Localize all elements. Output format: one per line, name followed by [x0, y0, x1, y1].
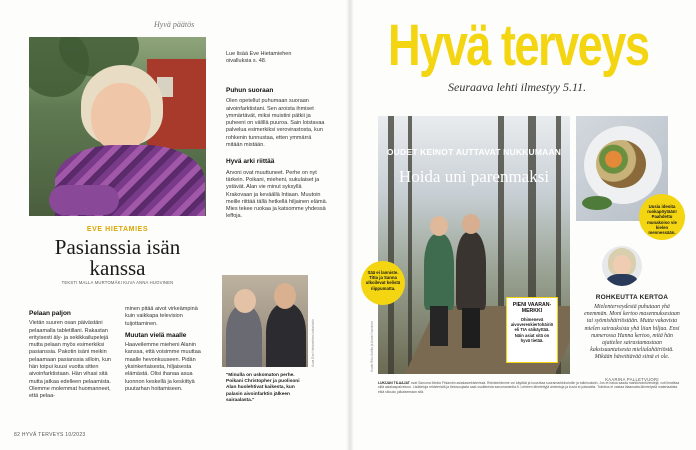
portrait-photo-eve [29, 37, 206, 216]
bubble-outdoor: Sää ei lanniste. Titta ja Sanna ulkoilevat kelistä riippumatta. [361, 261, 405, 305]
subheading-puhun-suoraan: Puhun suoraan [226, 87, 274, 94]
tia-teaser-box [506, 297, 558, 363]
tia-box-title: PIENI VAARAN-MERKKI [512, 302, 552, 314]
page-folio: 82 HYVÄ TERVEYS 10/2023 [14, 432, 86, 438]
text-column-a [29, 310, 113, 401]
family-photo [222, 275, 308, 367]
bubble-food: Uusia ideoita ruokapöytään! Paahdettu munakoiso vie kielen mennessään. [639, 194, 685, 240]
magazine-title: Hyvä terveys [388, 13, 649, 78]
paragraph-pelaan-paljon: Vietän suuren osan päivästäni pelaamalla tabletillani. Rakastan erityisesti äly- ja sekikkailupelejä mutta pelaan myös esimerkiksi pasianssia. Pakotin isäni meikin pelaamaan pasianssia silloin, kun hän toipui kuusi vuotta sitten aivoinfarktistaan. Hän vihasi sitä mutta jatkaa edelleen pelaamista. Olemme molemmat huomanneet, että pelaa- [29, 320, 111, 400]
paragraph-muutan-maalle: Haaveilemme mieheni Alanin kanssa, että voisimme muuttaa maalle hevonkuuseen. Pidän yksinkertaisesta, hiljaisesta elämästä. Olisi ihanaa asua luonnon keskellä ja keskittyä puutarhan hoitamiseen. [125, 342, 201, 392]
text-column-b [125, 306, 209, 393]
pull-note: Lue lisää Eve Hietamiehen oivalluksia s. 48. [226, 51, 292, 65]
column-heading: ROHKEUTTA KERTOA [595, 294, 669, 301]
subheading-hyva-arki: Hyvä arki riittää [226, 158, 275, 166]
next-issue-subtitle: Seuraava lehti ilmestyy 5.11. [448, 80, 587, 94]
imprint-body: ovat Sanoma Media Finlandin asiakasrekisterissä. Rekisteriämme voi käyttää ja luovuttaa suoramarkkinointiin ja tutkimuksiin. Jos et halua saada markkinointiviestejä, voit ilmoittaa siitä asiakaspalveluun. Lisätietoja rekisteristä ja tietosuojasta saat osoitteesta sanomamedia.fi. Lehteen lähetettyjä aineistoja ja kuvia ei palauteta. Toimitus ei vastaa tilaamatta lähetetystä materiaalista eikä sitoudu julkaisemaan sitä. [378, 381, 680, 394]
tia-box-text: Ohimenevä aivoverenkiertohäiriö eli TIA säikäyttää. Näin asiat sitä on hyvä tietää. [510, 317, 554, 343]
article-headline: Pasianssia isän kanssa [54, 235, 181, 280]
column-author: KAARINA PALLETVUORI [605, 377, 659, 382]
cover-headline: Hoida uni parenmaksi [398, 167, 550, 186]
article-kicker: EVE HIETAMIES [86, 226, 149, 233]
imprint-text [378, 381, 680, 394]
cover-photo-credit: Kuvat Riku Anttila ja Anna Huovinen [370, 321, 374, 372]
right-text-column [226, 87, 329, 230]
subheading-muutan-maalle: Muutan vielä maalle [125, 331, 187, 339]
cover-kicker: OUDET KEINOT AUTTAVAT NUKKUMAAN [386, 147, 562, 157]
paragraph-continued: minen pitää aivot virkeämpinä kuin vaikkapa television tuijottaminen. [125, 306, 198, 327]
section-label: Hyvä päätös [154, 20, 195, 29]
column-text: Mielenterveydestä puhutaan yhä enemmän. Moni kertoo masennuksestaan tai syömishäiriöstään. Mutta vakavista mielen sairauksista yhä liian hiljaa. Ensi numerossa Hanna kertoo, mitä hän ajattelee sairastamastaan kaksisuuntaisesta mielialahäiriöstä. Mikään häveittävää siinä ei ole. [584, 304, 680, 361]
article-byline: TEKSTI MALLA MURTOMÄKI KUVA ANNA HUOVINEN [61, 280, 174, 285]
family-photo-caption: "Minulla on uskomaton perhe. Poikani Christopher ja puolisoni Alan huolehtivat kaikesta, kun palasin aivoinfarktin jälkeen sairaalasta." [226, 373, 300, 403]
subheading-pelaan-paljon: Pelaan paljon [29, 310, 71, 317]
page-gutter [346, 0, 354, 450]
paragraph-hyva-arki: Arvoni ovat muuttuneet. Perhe on nyt tärkein. Poikani, mieheni, sukulaiset ja ystävät. Alan vie minut syksyllä Krakovaan ja keväällä Intiaan. Muutoin meille riittää tällä hetkellä hiljainen elämä. Mies tekee ruokaa ja katsomme yhdessä leffoja. [226, 169, 328, 220]
family-photo-credit: Kuva Eve Hietamiehen kotiarkisto [311, 319, 315, 367]
paragraph-puhun-suoraan: Olen opetellut puhumaan suoraan aivoinfarktistani. Sen aroista ihmiset ymmärtävät, miksi muistini pätkii ja puheeni on välillä puuroa. Sain loistavaa palvelua esimerkiksi verovirastosta, kun rohkenin tunnustaa, etten ymmärrä mitään mistään. [226, 98, 325, 149]
imprint-lead: LUKIJAN TILAAJAT [378, 381, 410, 385]
columnist-portrait [602, 246, 642, 286]
